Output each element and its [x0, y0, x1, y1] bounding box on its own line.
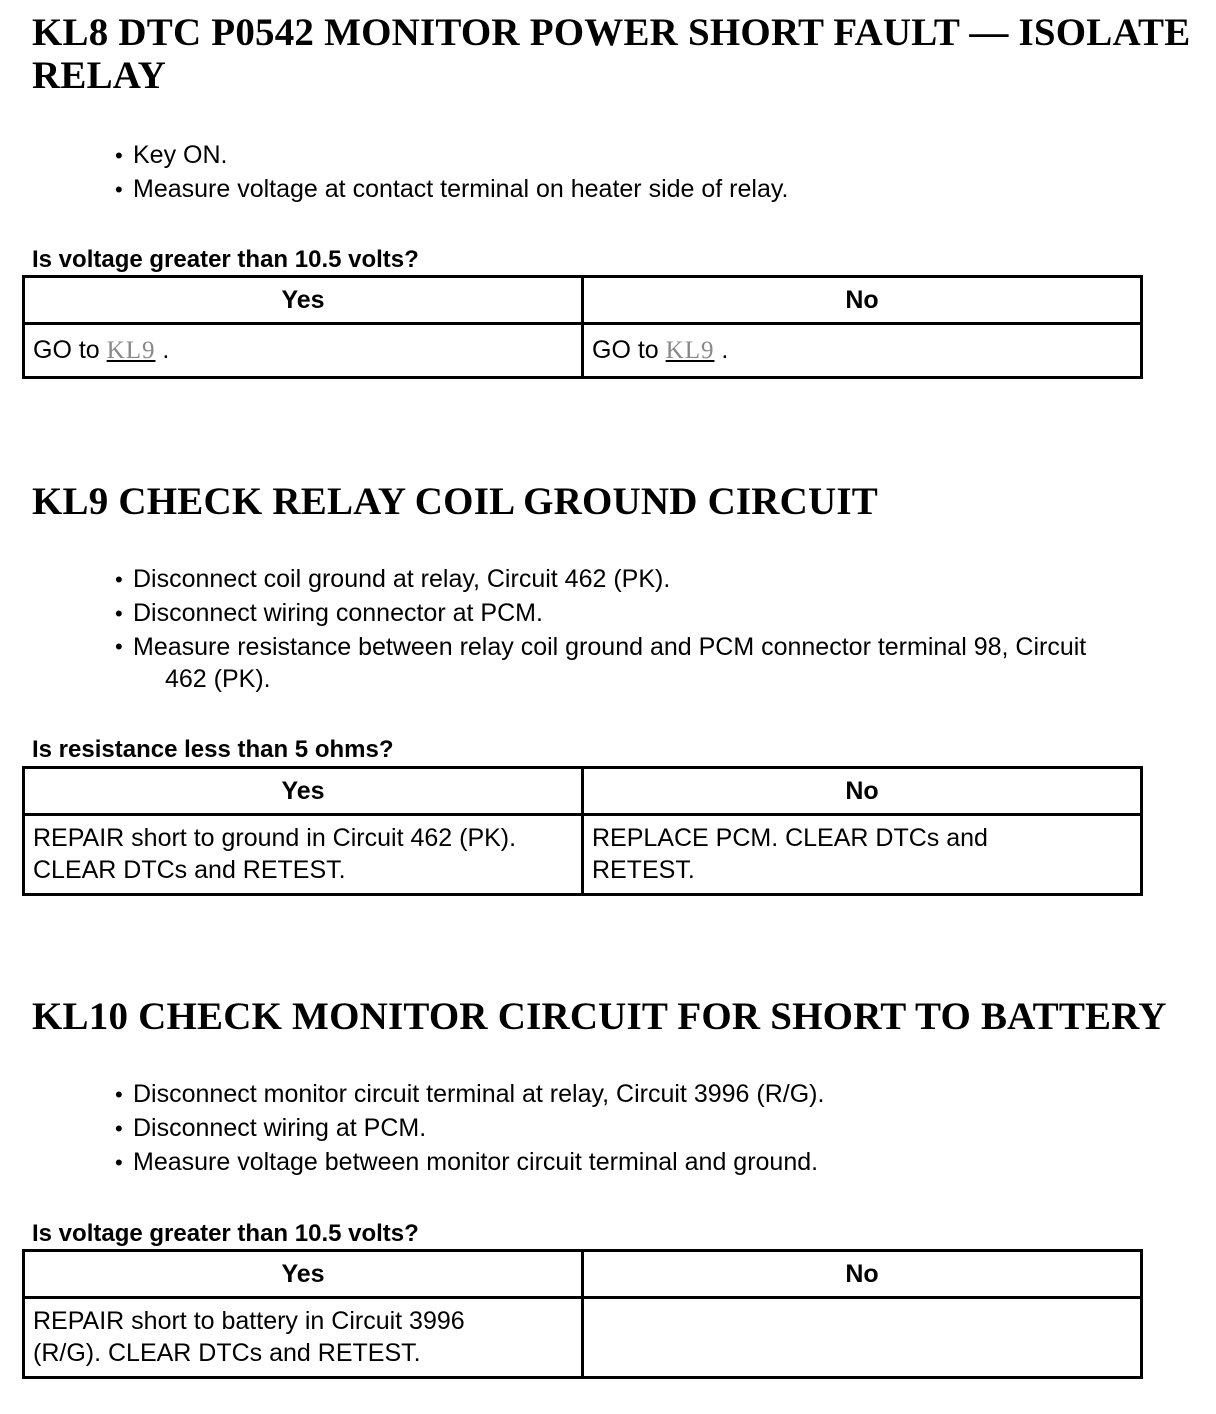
- kl9-steps: [115, 563, 1205, 696]
- bullet-icon: •: [115, 1082, 123, 1107]
- yes-header: Yes: [24, 277, 583, 324]
- bullet-icon: •: [115, 1150, 123, 1175]
- bullet-icon: •: [115, 1116, 123, 1141]
- bullet-icon: •: [115, 143, 123, 168]
- list-item: • Disconnect coil ground at relay, Circuit 462 (PK).: [115, 563, 1205, 596]
- yes-header: Yes: [24, 1251, 583, 1298]
- bullet-icon: •: [115, 567, 123, 592]
- no-cell: [583, 1298, 1142, 1378]
- yes-cell: REPAIR short to ground in Circuit 462 (PK). CLEAR DTCs and RETEST.: [24, 815, 583, 895]
- list-item: • Measure voltage between monitor circuit terminal and ground.: [115, 1146, 1205, 1179]
- kl9-result-table: [22, 766, 1143, 896]
- kl10-steps: [115, 1078, 1205, 1180]
- kl10-heading: KL10 CHECK MONITOR CIRCUIT FOR SHORT TO BATTERY: [32, 995, 1167, 1038]
- kl8-heading: KL8 DTC P0542 MONITOR POWER SHORT FAULT — ISOLATE RELAY: [32, 11, 1191, 97]
- no-header: No: [583, 1251, 1142, 1298]
- kl8-result-table: [22, 275, 1143, 379]
- kl8-steps: [115, 139, 1205, 207]
- yes-header: Yes: [24, 768, 583, 815]
- list-item: • Key ON.: [115, 139, 1205, 172]
- no-header: No: [583, 768, 1142, 815]
- list-item: • Measure voltage at contact terminal on heater side of relay.: [115, 173, 1205, 206]
- list-item: • Disconnect wiring connector at PCM.: [115, 597, 1205, 630]
- bullet-icon: •: [115, 601, 123, 626]
- no-cell: REPLACE PCM. CLEAR DTCs and RETEST.: [583, 815, 1142, 895]
- kl9-heading: KL9 CHECK RELAY COIL GROUND CIRCUIT: [32, 480, 878, 523]
- kl8-question: Is voltage greater than 10.5 volts?: [32, 246, 419, 273]
- yes-cell: GO to KL9 .: [24, 324, 583, 378]
- list-item: • Measure resistance between relay coil ground and PCM connector terminal 98, Circuit 462 (PK).: [115, 633, 1087, 693]
- bullet-icon: •: [115, 634, 123, 659]
- bullet-icon: •: [115, 177, 123, 202]
- list-item: • Disconnect monitor circuit terminal at relay, Circuit 3996 (R/G).: [115, 1078, 1205, 1111]
- kl10-result-table: [22, 1249, 1143, 1379]
- goto-kl9-link[interactable]: KL9: [106, 337, 156, 364]
- yes-cell: REPAIR short to battery in Circuit 3996 (R/G). CLEAR DTCs and RETEST.: [24, 1298, 583, 1378]
- list-item: • Disconnect wiring at PCM.: [115, 1112, 1205, 1145]
- kl9-question: Is resistance less than 5 ohms?: [32, 736, 394, 763]
- no-header: No: [583, 277, 1142, 324]
- kl10-question: Is voltage greater than 10.5 volts?: [32, 1220, 419, 1247]
- no-cell: GO to KL9 .: [583, 324, 1142, 378]
- goto-kl9-link[interactable]: KL9: [665, 337, 715, 364]
